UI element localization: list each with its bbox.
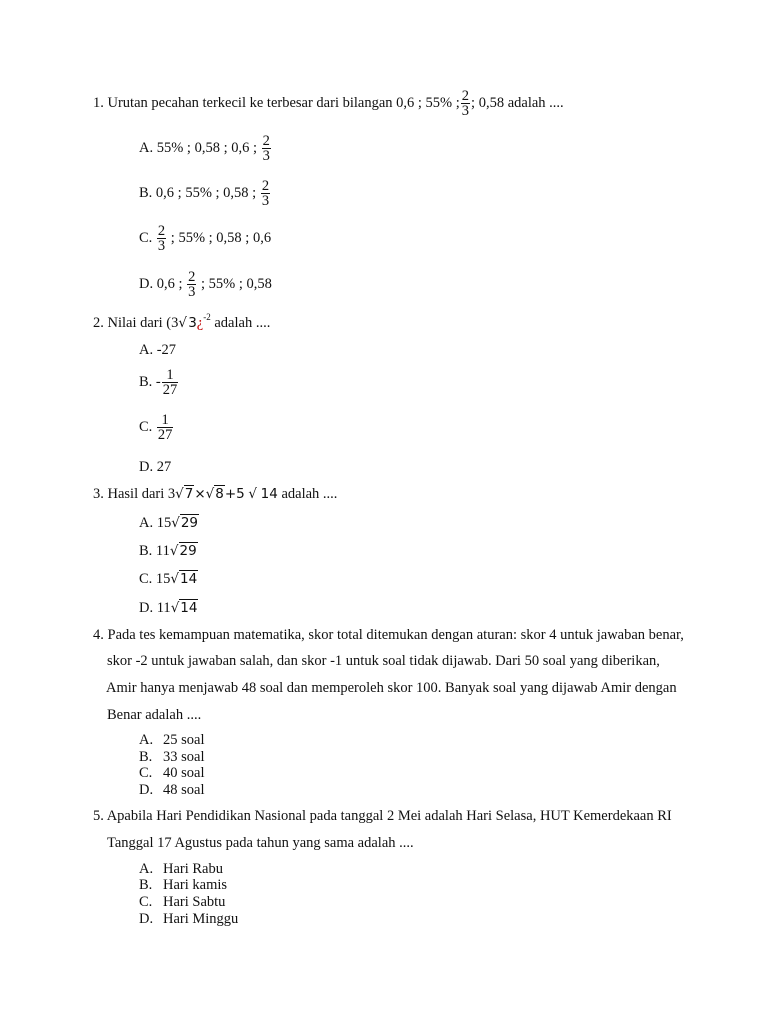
q1-option-b[interactable] <box>139 179 271 208</box>
q4-option-c[interactable] <box>139 764 204 782</box>
option-text: 33 soal <box>163 749 205 765</box>
q1-option-d[interactable] <box>139 270 272 299</box>
q1-text: 1. Urutan pecahan terkecil ke terbesar dari bilangan 0,6 ; 55% ; <box>93 94 460 111</box>
q1-option-a[interactable] <box>139 134 272 163</box>
q4-line-2: skor -2 untuk jawaban salah, dan skor -1 untuk soal tidak dijawab. Dari 50 soal yang diberikan, <box>107 653 660 669</box>
option-text: C. 15 <box>139 571 171 587</box>
option-text: Hari Minggu <box>163 911 239 927</box>
q3-option-a[interactable] <box>139 514 199 532</box>
radicand: 7 <box>184 486 194 502</box>
sqrt-symbol: √ <box>178 315 187 331</box>
option-text: Hari Sabtu <box>163 894 226 910</box>
plus-term: +5 <box>224 486 245 502</box>
q4-line-1: 4. Pada tes kemampuan matematika, skor total ditemukan dengan aturan: skor 4 untuk jawaban benar, <box>93 627 684 643</box>
option-fraction <box>157 413 174 442</box>
option-letter: D. <box>139 782 154 798</box>
option-letter: A. <box>139 732 154 748</box>
q2-option-b[interactable] <box>139 368 179 397</box>
option-letter: B. <box>139 877 153 893</box>
question-1 <box>93 89 564 118</box>
fraction-denominator: 27 <box>162 382 178 398</box>
q3-text-end: adalah .... <box>281 486 338 502</box>
option-text: D. 0,6 ; <box>139 275 183 292</box>
option-letter: A. <box>139 861 154 877</box>
option-text: 25 soal <box>163 732 205 748</box>
fraction-numerator: 2 <box>157 223 166 239</box>
q4-option-a[interactable] <box>139 731 204 749</box>
q3-option-b[interactable] <box>139 542 198 560</box>
option-text: Hari Rabu <box>163 861 223 877</box>
fraction-numerator: 2 <box>262 133 270 149</box>
option-letter: C. <box>139 765 153 781</box>
q5-option-c[interactable] <box>139 893 225 911</box>
option-text: Hari kamis <box>163 877 228 893</box>
fraction-numerator: 2 <box>461 88 470 104</box>
option-text-end: ; 55% ; 0,58 <box>201 275 272 292</box>
sqrt-symbol: √ <box>169 543 179 559</box>
option-text: B. - <box>139 373 161 390</box>
option-letter: C. <box>139 894 153 910</box>
option-text-end: ; 55% ; 0,58 ; 0,6 <box>170 229 272 246</box>
fraction-denominator: 3 <box>157 238 166 254</box>
option-text: B. 0,6 ; 55% ; 0,58 ; <box>139 184 257 201</box>
q2-text-end: adalah .... <box>214 315 271 331</box>
fraction-numerator: 2 <box>261 178 270 194</box>
fraction-numerator: 1 <box>166 367 174 383</box>
q4-line-4: Benar adalah .... <box>107 707 202 723</box>
radicand: 14 <box>260 486 278 502</box>
fraction-denominator: 3 <box>262 148 270 164</box>
option-text: A. 55% ; 0,58 ; 0,6 ; <box>139 139 258 156</box>
error-mark: ¿ <box>196 315 204 331</box>
fraction-denominator: 3 <box>188 284 196 300</box>
q1-text-end: ; 0,58 adalah .... <box>471 94 564 111</box>
fraction-numerator: 2 <box>188 269 196 285</box>
option-text: A. 15 <box>139 515 172 531</box>
option-letter: D. <box>139 911 154 927</box>
question-2 <box>93 314 270 332</box>
exponent: -2 <box>203 312 211 322</box>
q5-line-1: 5. Apabila Hari Pendidikan Nasional pada tanggal 2 Mei adalah Hari Selasa, HUT Kemerdekaan RI <box>93 808 672 824</box>
option-fraction <box>261 179 270 208</box>
sqrt-symbol: √ <box>170 571 180 587</box>
radicand: 14 <box>180 600 198 616</box>
option-text: C. <box>139 229 153 246</box>
sqrt-symbol: √ <box>170 600 180 616</box>
option-text: B. 11 <box>139 543 170 559</box>
q5-line-2: Tanggal 17 Agustus pada tahun yang sama adalah .... <box>107 835 414 851</box>
sqrt-symbol: √ <box>171 515 180 531</box>
q2-text: 2. Nilai dari (3 <box>93 315 179 331</box>
sqrt-symbol: √ <box>175 486 184 502</box>
option-fraction <box>157 224 166 253</box>
sqrt-symbol: √ <box>205 486 215 502</box>
fraction-numerator: 1 <box>161 412 169 428</box>
q3-text: 3. Hasil dari 3 <box>93 486 176 502</box>
option-text: C. <box>139 418 153 435</box>
q1-fraction <box>461 89 470 118</box>
option-fraction <box>262 134 271 163</box>
q4-line-3: Amir hanya menjawab 48 soal dan memperoleh skor 100. Banyak soal yang dijawab Amir dengan <box>106 680 677 696</box>
radicand: 29 <box>180 515 199 531</box>
option-text: 48 soal <box>163 782 205 798</box>
option-text: 40 soal <box>163 765 205 781</box>
q3-option-c[interactable] <box>139 570 198 588</box>
option-text: A. -27 <box>139 342 177 358</box>
q3-option-d[interactable] <box>139 599 198 617</box>
fraction-denominator: 27 <box>157 427 173 443</box>
option-fraction <box>162 368 179 397</box>
fraction-denominator: 3 <box>461 103 470 119</box>
sqrt-symbol: √ <box>248 486 258 502</box>
times-symbol: × <box>194 486 206 502</box>
q5-option-d[interactable] <box>139 910 238 928</box>
radicand: 14 <box>180 571 198 587</box>
q5-option-b[interactable] <box>139 876 227 894</box>
q1-option-c[interactable] <box>139 224 271 253</box>
q2-option-d[interactable] <box>139 458 171 476</box>
option-fraction <box>187 270 196 299</box>
radicand: 8 <box>215 486 224 502</box>
question-3 <box>93 485 337 503</box>
option-text: D. 27 <box>139 459 172 475</box>
option-text: D. 11 <box>139 600 171 616</box>
q2-option-a[interactable] <box>139 341 176 359</box>
radicand: 29 <box>179 543 197 559</box>
radicand: 3 <box>188 315 197 331</box>
option-letter: B. <box>139 749 153 765</box>
q2-option-c[interactable] <box>139 413 174 442</box>
fraction-denominator: 3 <box>261 193 270 209</box>
q4-option-d[interactable] <box>139 781 204 799</box>
